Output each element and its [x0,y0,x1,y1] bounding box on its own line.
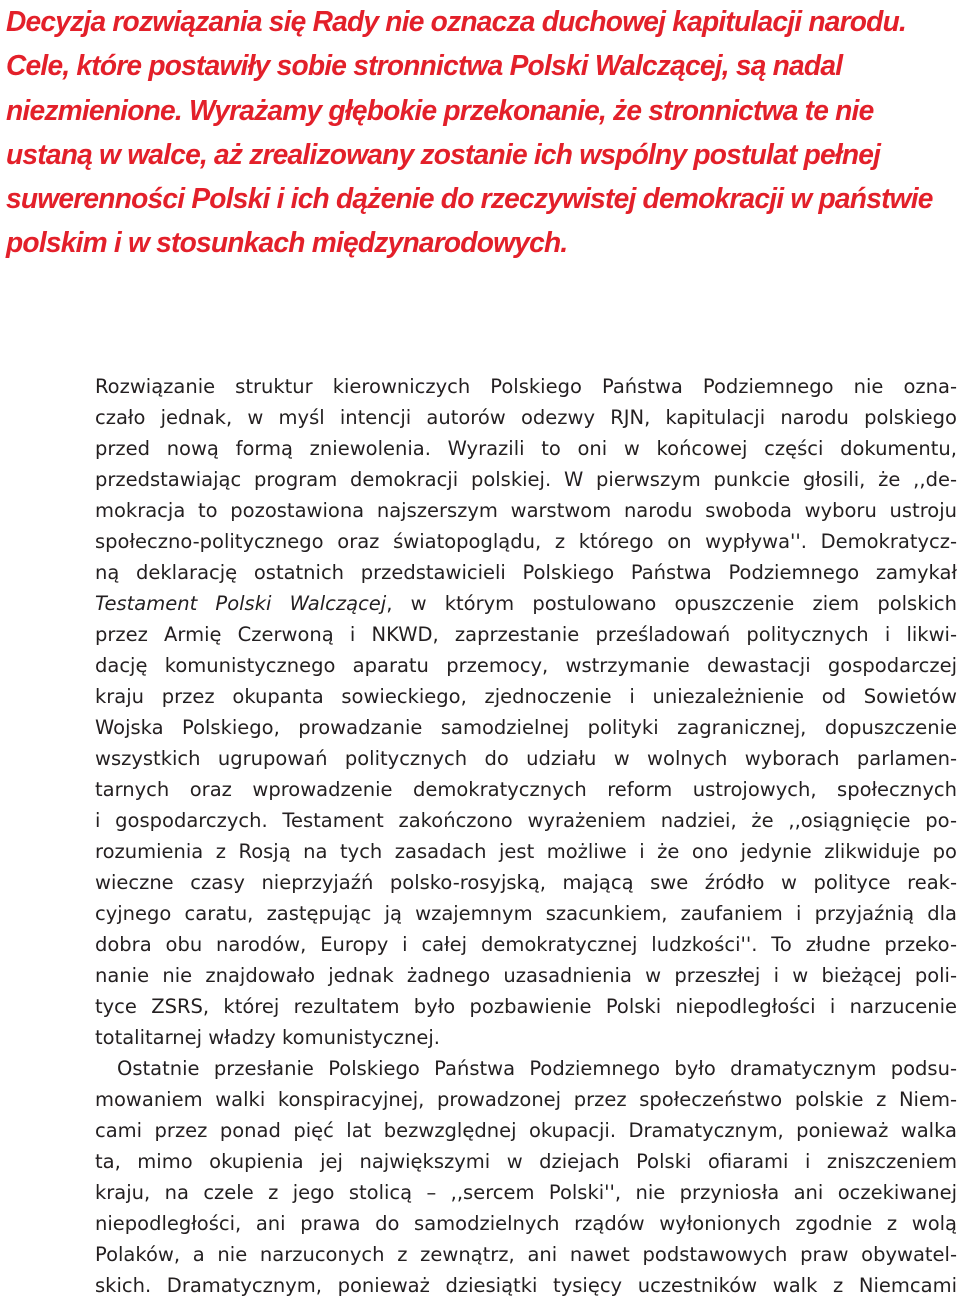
text-line: dację komunistycznego aparatu przemocy, wstrzymanie dewastacji gospodarczej [95,654,957,677]
body-text [95,371,957,1301]
text-line: Rozwiązanie struktur kierowniczych Polskiego Państwa Podziemnego nie ozna- [95,375,957,398]
text-line: ną deklarację ostatnich przedstawicieli Polskiego Państwa Podziemnego zamykał [95,561,957,584]
text-line: kraju, na czele z jego stolicą – ,,sercem Polski'', nie przyniosła ani oczekiwanej [95,1181,957,1204]
text-line: przed nową formą zniewolenia. Wyrazili to oni w końcowej części dokumentu, [95,437,957,460]
text-line: ta, mimo okupienia jej największymi w dziejach Polski ofiarami i zniszczeniem [95,1150,957,1173]
quote-line: ustaną w walce, aż zrealizowany zostanie ich wspólny postulat pełnej [6,138,881,171]
quote-line: niezmienione. Wyrażamy głębokie przekonanie, że stronnictwa te nie [6,94,874,127]
quote-line: Decyzja rozwiązania się Rady nie oznacza duchowej kapitulacji narodu. [6,6,907,38]
text-line: Ostatnie przesłanie Polskiego Państwa Podziemnego było dramatycznym podsu- [117,1057,957,1080]
text-line: totalitarnej władzy komunistycznej. [95,1026,440,1049]
quote-block [6,0,933,266]
text-line: i gospodarczych. Testament zakończono wyrażeniem nadziei, że ,,osiągnięcie po- [95,809,957,832]
text-line-testament [95,588,957,619]
testament-rest: , w którym postulowano opuszczenie ziem polskich [386,592,957,615]
text-line: mokracja to pozostawiona najszerszym warstwom narodu swoboda wyboru ustroju [95,499,957,522]
text-line: niepodległości, ani prawa do samodzielnych rządów wyłonionych zgodnie z wolą [95,1212,957,1235]
text-line: tarnych oraz wprowadzenie demokratycznych reform ustrojowych, społecznych [95,778,957,801]
text-line: skich. Dramatycznym, ponieważ dziesiątki tysięcy uczestników walk z Niemcami [95,1274,957,1297]
text-line: nanie nie znajdowało jednak żadnego uzasadnienia w przeszłej i w bieżącej poli- [95,964,957,987]
text-line: Polaków, a nie narzuconych z zewnątrz, ani nawet podstawowych praw obywatel- [95,1243,957,1266]
text-line: cami przez ponad pięć lat bezwzględnej okupacji. Dramatycznym, ponieważ walka [95,1119,957,1142]
text-line: tyce ZSRS, której rezultatem było pozbawienie Polski niepodległości i narzucenie [95,995,957,1018]
text-line: rozumienia z Rosją na tych zasadach jest możliwe i że ono jedynie zlikwiduje po [95,840,957,863]
text-line: czało jednak, w myśl intencji autorów odezwy RJN, kapitulacji narodu polskiego [95,406,957,429]
text-line: społeczno-politycznego oraz światopoglądu, z którego on wypływa''. Demokratycz- [95,530,957,553]
text-line: mowaniem walki konspiracyjnej, prowadzonej przez społeczeństwo polskie z Niem- [95,1088,957,1111]
text-line: przez Armię Czerwoną i NKWD, zaprzestanie prześladowań politycznych i likwi- [95,623,957,646]
quote-line: polskim i w stosunkach międzynarodowych. [6,227,568,260]
text-line: przedstawiając program demokracji polskiej. W pierwszym punkcie głosili, że ,,de- [95,468,957,491]
text-line: kraju przez okupanta sowieckiego, zjednoczenie i uniezależnienie od Sowietów [95,685,957,708]
quote-line: suwerenności Polski i ich dążenie do rzeczywistej demokracji w państwie [6,183,933,216]
text-line: wieczne czasy nieprzyjaźń polsko-rosyjską, mającą swe źródło w polityce reak- [95,871,957,894]
text-line: dobra obu narodów, Europy i całej demokratycznej ludzkości''. To złudne przeko- [95,933,957,956]
text-line: wszystkich ugrupowań politycznych do udziału w wolnych wyborach parlamen- [95,747,957,770]
text-line: Wojska Polskiego, prowadzanie samodzielnej polityki zagranicznej, dopuszczenie [95,716,957,739]
testament-title: Testament Polski Walczącej [95,592,387,615]
quote-line: Cele, które postawiły sobie stronnictwa Polski Walczącej, są nadal [6,50,843,83]
text-line: cyjnego caratu, zastępując ją wzajemnym szacunkiem, zaufaniem i przyjaźnią dla [95,902,957,925]
